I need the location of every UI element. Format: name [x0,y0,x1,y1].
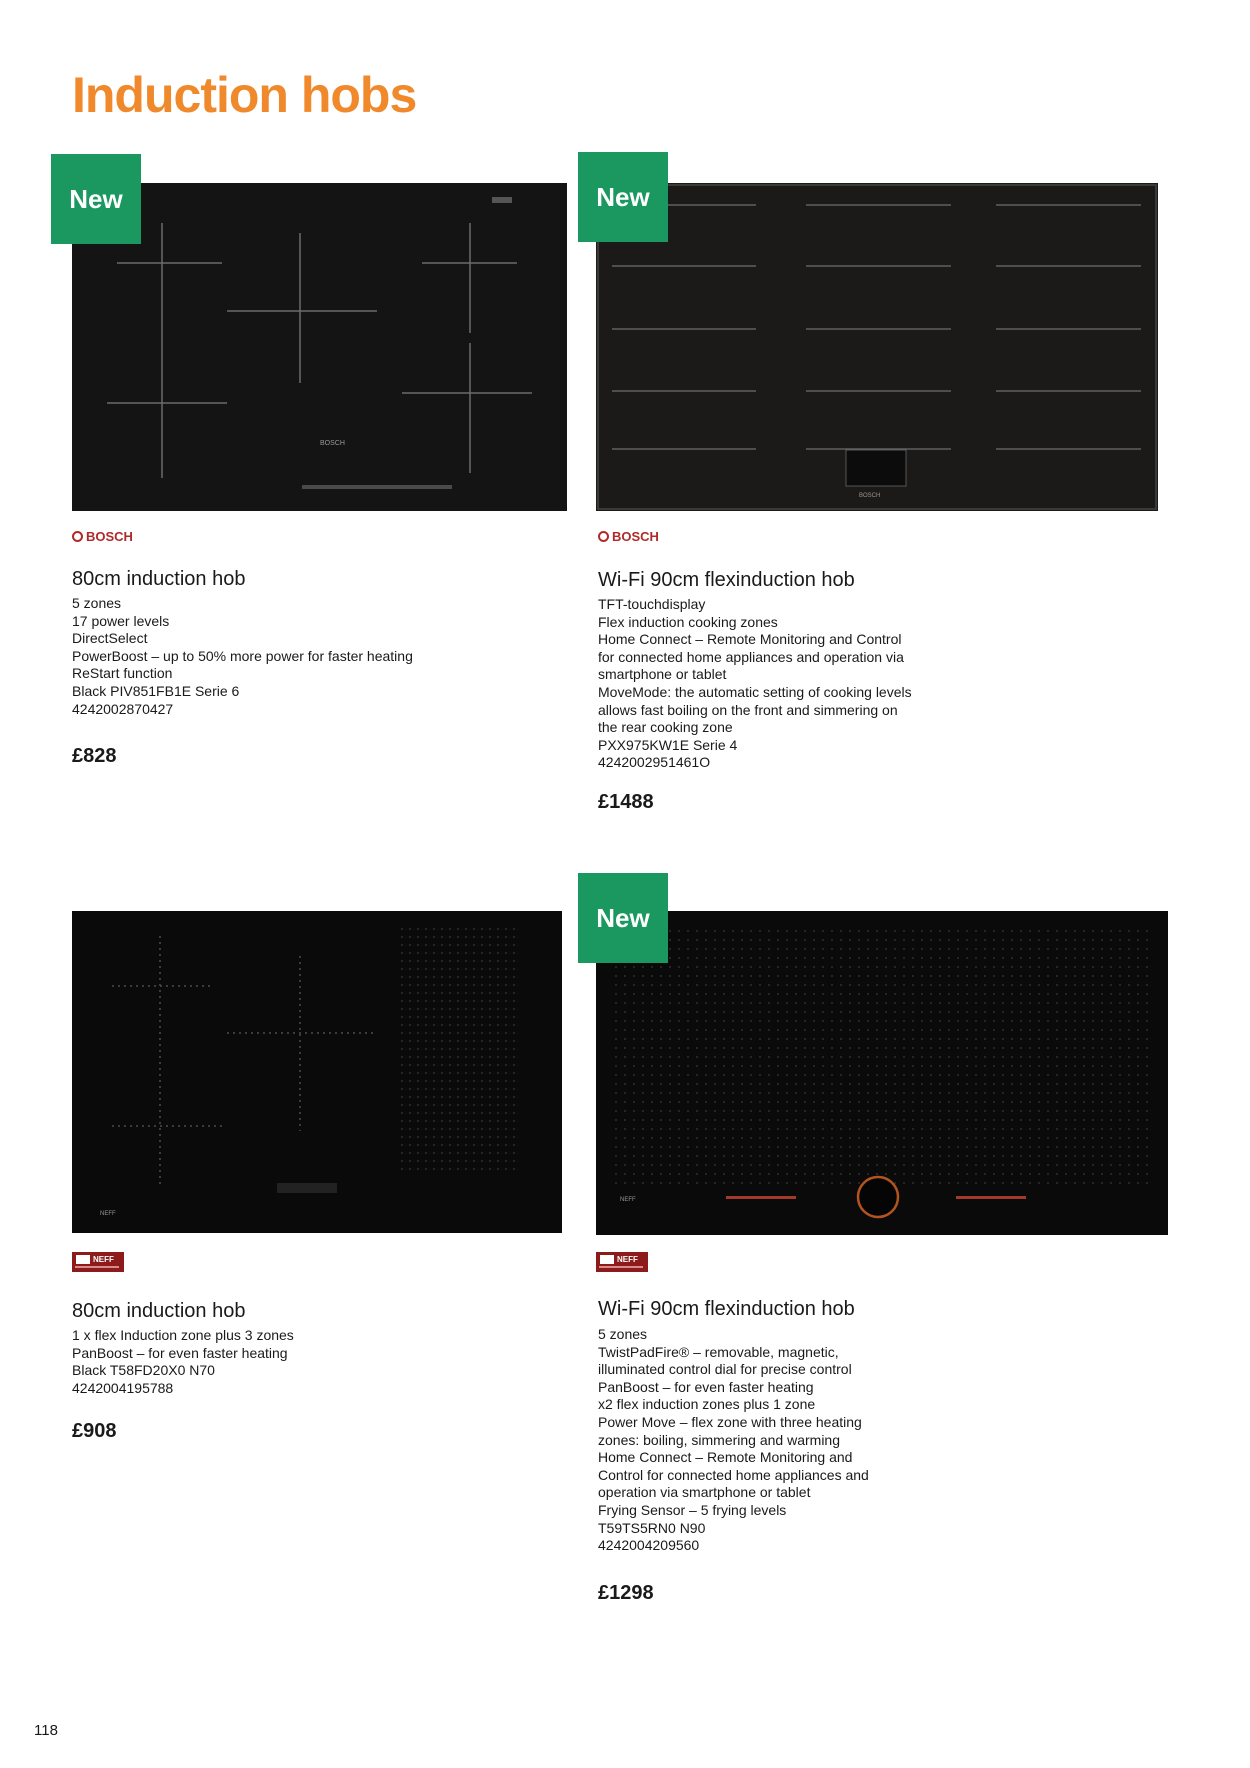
feature-item: Home Connect – Remote Monitoring and [598,1449,853,1466]
feature-item: Black T58FD20X0 N70 [72,1362,215,1379]
page-number: 118 [34,1722,58,1739]
feature-item: Home Connect – Remote Monitoring and Control [598,631,902,648]
feature-item: 17 power levels [72,612,170,629]
feature-item: illuminated control dial for precise control [598,1361,852,1378]
product-image-3 [72,911,562,1233]
svg-text:BOSCH: BOSCH [859,493,881,499]
feature-item: Control for connected home appliances and [598,1466,869,1483]
product-image-2 [596,183,1158,511]
feature-item: MoveMode: the automatic setting of cooking levels [598,683,912,700]
neff-mark-icon [76,1255,90,1264]
feature-item: Frying Sensor – 5 frying levels [598,1501,787,1518]
feature-item: ReStart function [72,665,173,682]
feature-list [72,1327,294,1397]
feature-item: PanBoost – for even faster heating [72,1344,288,1361]
brand-name: NEFF [93,1255,114,1264]
feature-item: DirectSelect [72,630,148,647]
brand-name: BOSCH [612,529,659,544]
brand-name: BOSCH [86,529,133,544]
feature-item: allows fast boiling on the front and simmering on [598,701,898,718]
feature-item: 4242002951461O [598,754,711,771]
feature-item: TFT-touchdisplay [598,596,706,612]
feature-item: Flex induction cooking zones [598,613,778,630]
feature-item: the rear cooking zone [598,719,733,736]
feature-item: 1 x flex Induction zone plus 3 zones [72,1327,294,1343]
new-badge: New [51,154,141,244]
feature-item: zones: boiling, simmering and warming [598,1431,840,1448]
feature-item: 4242004209560 [598,1537,700,1554]
product-title: 80cm induction hob [72,1300,246,1322]
feature-item: PowerBoost – up to 50% more power for faster heating [72,647,413,664]
new-badge: New [578,152,668,242]
bosch-logo [598,529,659,544]
feature-item: smartphone or tablet [598,666,727,683]
product-title: 80cm induction hob [72,568,246,590]
neff-logo [596,1252,648,1272]
feature-item: 5 zones [72,595,122,611]
svg-text:NEFF: NEFF [100,1211,116,1217]
neff-mark-icon [600,1255,614,1264]
page-title: Induction hobs [72,67,417,123]
brand-name: NEFF [617,1255,638,1264]
feature-item: Black PIV851FB1E Serie 6 [72,682,240,699]
product-title: Wi-Fi 90cm flexinduction hob [598,1298,855,1320]
neff-underline [599,1266,643,1268]
feature-list [598,1326,869,1555]
neff-underline [75,1266,119,1268]
feature-item: for connected home appliances and operation via [598,648,904,665]
feature-item: x2 flex induction zones plus 1 zone [598,1396,816,1413]
svg-text:NEFF: NEFF [620,1197,636,1203]
feature-list [72,595,413,718]
new-badge: New [578,873,668,963]
feature-item: 4242004195788 [72,1379,174,1396]
price: £1488 [598,791,654,813]
feature-item: Power Move – flex zone with three heating [598,1413,862,1430]
svg-text:BOSCH: BOSCH [320,440,345,447]
product-image-1 [72,183,567,511]
feature-item: 5 zones [598,1326,648,1342]
bosch-logo [72,529,133,544]
price: £908 [72,1420,117,1442]
feature-list [598,596,912,772]
bosch-ring-icon [598,531,609,542]
feature-item: TwistPadFire® – removable, magnetic, [598,1343,839,1360]
product-title: Wi-Fi 90cm flexinduction hob [598,569,855,591]
price: £828 [72,745,117,767]
feature-item: PXX975KW1E Serie 4 [598,736,738,753]
product-image-4 [596,911,1168,1235]
bosch-ring-icon [72,531,83,542]
feature-item: PanBoost – for even faster heating [598,1378,814,1395]
price: £1298 [598,1582,654,1604]
feature-item: operation via smartphone or tablet [598,1484,811,1501]
neff-logo [72,1252,124,1272]
feature-item: 4242002870427 [72,700,174,717]
feature-item: T59TS5RN0 N90 [598,1519,706,1536]
